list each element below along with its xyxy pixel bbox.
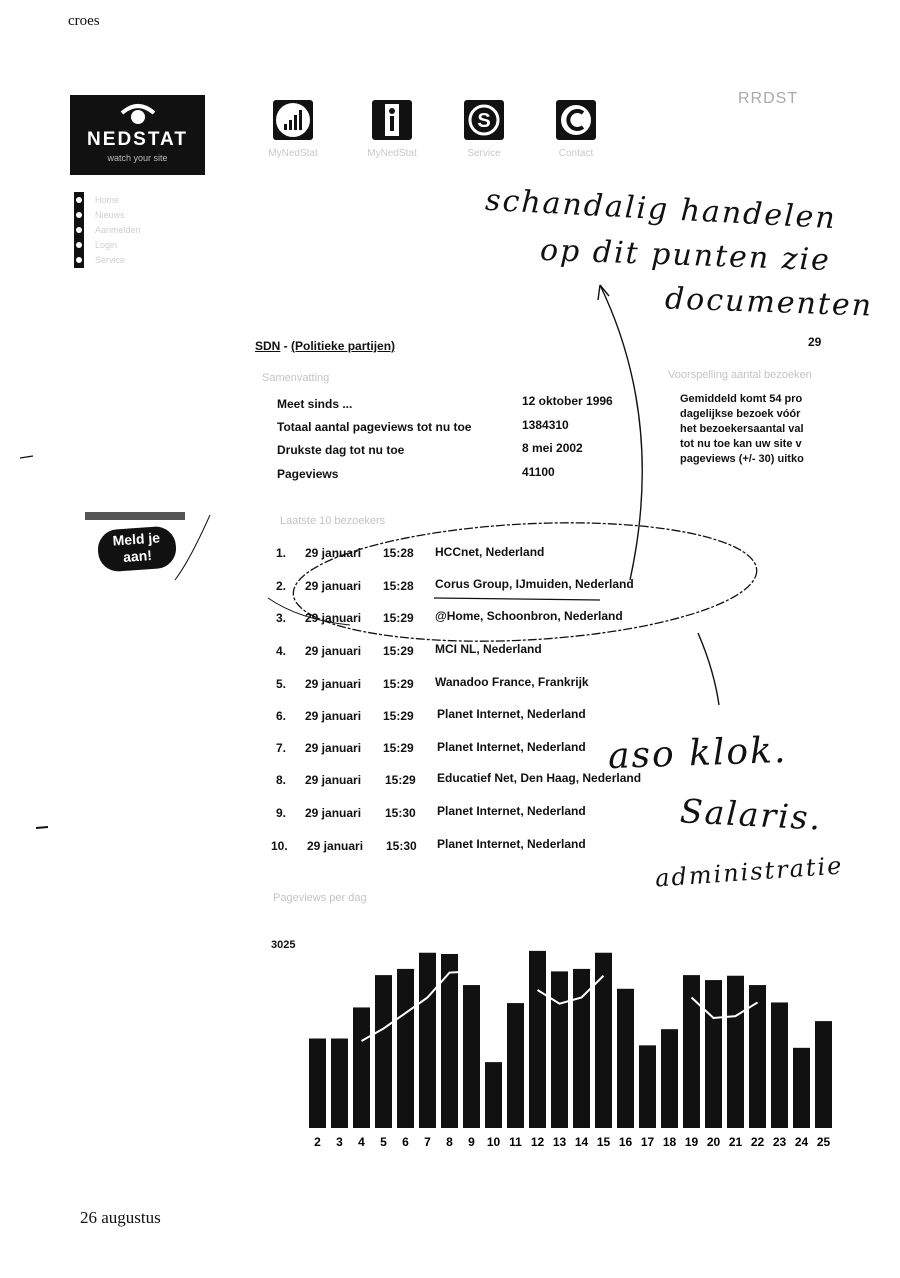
x-tick-label: 13 <box>552 1135 567 1149</box>
average-line <box>692 997 758 1018</box>
svg-text:S: S <box>477 110 491 132</box>
x-tick-label: 23 <box>772 1135 787 1149</box>
prediction-line-1: Gemiddeld komt 54 pro <box>680 393 803 405</box>
visitor-date: 29 januari <box>305 611 362 625</box>
visitor-number: 9. <box>276 806 287 820</box>
bar-23 <box>771 1002 788 1128</box>
summary-value-4: 41100 <box>522 465 555 479</box>
bar-2 <box>309 1039 326 1128</box>
handwriting-note-1-line-3: documenten <box>664 281 874 324</box>
pen-stroke <box>175 515 210 580</box>
hand-drawn-ellipse <box>290 512 759 652</box>
bar-15 <box>595 953 612 1128</box>
summary-label-1: Meet sinds ... <box>277 397 353 411</box>
bar-21 <box>727 976 744 1128</box>
x-tick-label: 21 <box>728 1135 743 1149</box>
side-nav-item-1[interactable]: Home <box>95 195 120 205</box>
visitor-provider: Educatief Net, Den Haag, Nederland <box>437 771 642 785</box>
side-nav-item-2[interactable]: Nieuws <box>95 210 125 220</box>
bar-13 <box>551 971 568 1128</box>
bar-18 <box>661 1029 678 1128</box>
x-tick-label: 24 <box>794 1135 809 1149</box>
visitor-provider: Planet Internet, Nederland <box>437 707 586 721</box>
bar-4 <box>353 1007 370 1128</box>
visitor-time: 15:29 <box>383 677 414 691</box>
bar-20 <box>705 980 722 1128</box>
x-tick-label: 17 <box>640 1135 655 1149</box>
x-tick-label: 5 <box>380 1135 387 1149</box>
bar-24 <box>793 1048 810 1128</box>
footer-date: 26 augustus <box>80 1208 161 1227</box>
visitor-time: 15:29 <box>383 741 414 755</box>
bar-9 <box>463 985 480 1128</box>
visitor-provider: @Home, Schoonbron, Nederland <box>435 609 623 623</box>
summary-value-2: 1384310 <box>522 418 569 432</box>
summary-value-3: 8 mei 2002 <box>522 441 583 455</box>
visitor-time: 15:30 <box>385 806 416 820</box>
visitor-date: 29 januari <box>305 579 362 593</box>
bar-12 <box>529 951 546 1128</box>
bar-10 <box>485 1062 502 1128</box>
visitor-provider: HCCnet, Nederland <box>435 545 545 559</box>
visitor-date: 29 januari <box>305 709 362 723</box>
visitor-number: 5. <box>276 677 287 691</box>
average-line <box>538 976 604 1004</box>
x-tick-label: 10 <box>486 1135 501 1149</box>
handwriting-note-2-line-1: aso klok. <box>607 729 788 778</box>
chart-title: Pageviews per dag <box>273 892 367 904</box>
toolbar-label-3: Service <box>467 148 501 159</box>
bar-11 <box>507 1003 524 1128</box>
underline-mark <box>434 598 600 600</box>
recent-visitors-heading: Laatste 10 bezoekers <box>280 515 386 527</box>
visitor-time: 15:28 <box>383 546 414 560</box>
x-tick-label: 15 <box>596 1135 611 1149</box>
visitor-date: 29 januari <box>305 644 362 658</box>
pageviews-bar-chart <box>300 930 840 1160</box>
summary-label-2: Totaal aantal pageviews tot nu toe <box>277 420 472 434</box>
visitor-provider: Planet Internet, Nederland <box>437 804 586 818</box>
prediction-line-2: dagelijkse bezoek vóór <box>680 408 801 420</box>
x-tick-label: 25 <box>816 1135 831 1149</box>
toolbar-label-2: MyNedStat <box>367 148 417 159</box>
visitor-time: 15:29 <box>383 611 414 625</box>
meld-line-2: aan! <box>122 546 153 565</box>
margin-mark <box>20 456 33 458</box>
visitor-date: 29 januari <box>305 546 362 560</box>
visitor-date: 29 januari <box>305 773 362 787</box>
handwriting-note-1-line-2: op dit punten zie <box>539 232 832 279</box>
visitor-date: 29 januari <box>305 806 362 820</box>
x-tick-label: 22 <box>750 1135 765 1149</box>
hand-drawn-line <box>698 633 719 705</box>
site-name-link[interactable]: SDN <box>255 339 281 353</box>
toolbar-label-4: Contact <box>558 148 594 159</box>
visitor-time: 15:29 <box>383 709 414 723</box>
visitor-time: 15:28 <box>383 579 414 593</box>
visitor-number: 4. <box>276 644 287 658</box>
bar-16 <box>617 989 634 1128</box>
visitor-number: 3. <box>276 611 287 625</box>
x-tick-label: 4 <box>358 1135 365 1149</box>
visitor-date: 29 januari <box>305 677 362 691</box>
visitor-time: 15:29 <box>385 773 416 787</box>
x-tick-label: 20 <box>706 1135 721 1149</box>
prediction-line-3: het bezoekersaantal val <box>680 423 804 435</box>
side-nav-item-3[interactable]: Aanmelden <box>95 225 141 235</box>
margin-mark <box>36 827 48 828</box>
visitor-provider: Corus Group, IJmuiden, Nederland <box>435 577 634 591</box>
chart-y-top-label: 3025 <box>271 939 296 951</box>
x-tick-label: 8 <box>446 1135 453 1149</box>
bar-6 <box>397 969 414 1128</box>
side-nav-item-5[interactable]: Service <box>95 255 126 265</box>
prediction-line-5: pageviews (+/- 30) uitko <box>680 453 804 465</box>
x-tick-label: 14 <box>574 1135 589 1149</box>
bar-17 <box>639 1045 656 1128</box>
x-tick-label: 16 <box>618 1135 633 1149</box>
visitor-provider: Wanadoo France, Frankrijk <box>435 675 589 689</box>
summary-value-1: 12 oktober 1996 <box>522 394 613 408</box>
visitor-date: 29 januari <box>305 741 362 755</box>
x-tick-label: 11 <box>509 1135 522 1149</box>
pen-stroke <box>268 598 350 625</box>
visitor-time: 15:30 <box>386 839 417 853</box>
page-number: 29 <box>808 335 822 349</box>
bar-25 <box>815 1021 832 1128</box>
bar-5 <box>375 975 392 1128</box>
visitor-number: 10. <box>271 839 288 853</box>
toolbar-label-1: MyNedStat <box>268 148 318 159</box>
handwriting-note-2-line-2: Salaris. <box>679 791 824 838</box>
hand-drawn-arrow <box>600 285 642 580</box>
category-link[interactable]: (Politieke partijen) <box>291 339 396 353</box>
visitor-provider: MCI NL, Nederland <box>435 642 542 656</box>
visitor-number: 2. <box>276 579 287 593</box>
prediction-heading: Voorspelling aantal bezoeken <box>668 369 812 381</box>
visitor-number: 7. <box>276 741 287 755</box>
visitor-number: 1. <box>276 546 287 560</box>
logo-name: NEDSTAT <box>87 129 188 150</box>
logo-tagline: watch your site <box>107 153 168 163</box>
bar-7 <box>419 953 436 1128</box>
x-tick-label: 12 <box>530 1135 545 1149</box>
x-tick-label: 19 <box>684 1135 699 1149</box>
summary-label-3: Drukste dag tot nu toe <box>277 443 405 457</box>
side-nav-item-4[interactable]: Login <box>95 240 118 250</box>
handwriting-note-2-line-3: administratie <box>654 851 845 893</box>
stamp-text: RRDST <box>738 90 799 107</box>
x-tick-label: 3 <box>336 1135 343 1149</box>
visitor-number: 8. <box>276 773 287 787</box>
page-title: SDN - (Politieke partijen) <box>255 339 396 353</box>
prediction-line-4: tot nu toe kan uw site v <box>680 438 802 450</box>
summary-heading: Samenvatting <box>262 372 330 384</box>
x-tick-label: 6 <box>402 1135 409 1149</box>
visitor-provider: Planet Internet, Nederland <box>437 740 586 754</box>
bar-3 <box>331 1039 348 1128</box>
visitor-date: 29 januari <box>307 839 364 853</box>
summary-label-4: Pageviews <box>277 467 339 481</box>
visitor-provider: Planet Internet, Nederland <box>437 837 586 851</box>
meld-line-1: Meld je <box>112 529 161 549</box>
visitor-time: 15:29 <box>383 644 414 658</box>
header-corner-text: croes <box>68 13 100 29</box>
handwriting-note-1-line-1: schandalig handelen <box>484 182 838 237</box>
x-tick-label: 18 <box>662 1135 677 1149</box>
visitor-number: 6. <box>276 709 287 723</box>
x-tick-label: 9 <box>468 1135 475 1149</box>
x-tick-label: 2 <box>314 1135 321 1149</box>
x-tick-label: 7 <box>424 1135 431 1149</box>
